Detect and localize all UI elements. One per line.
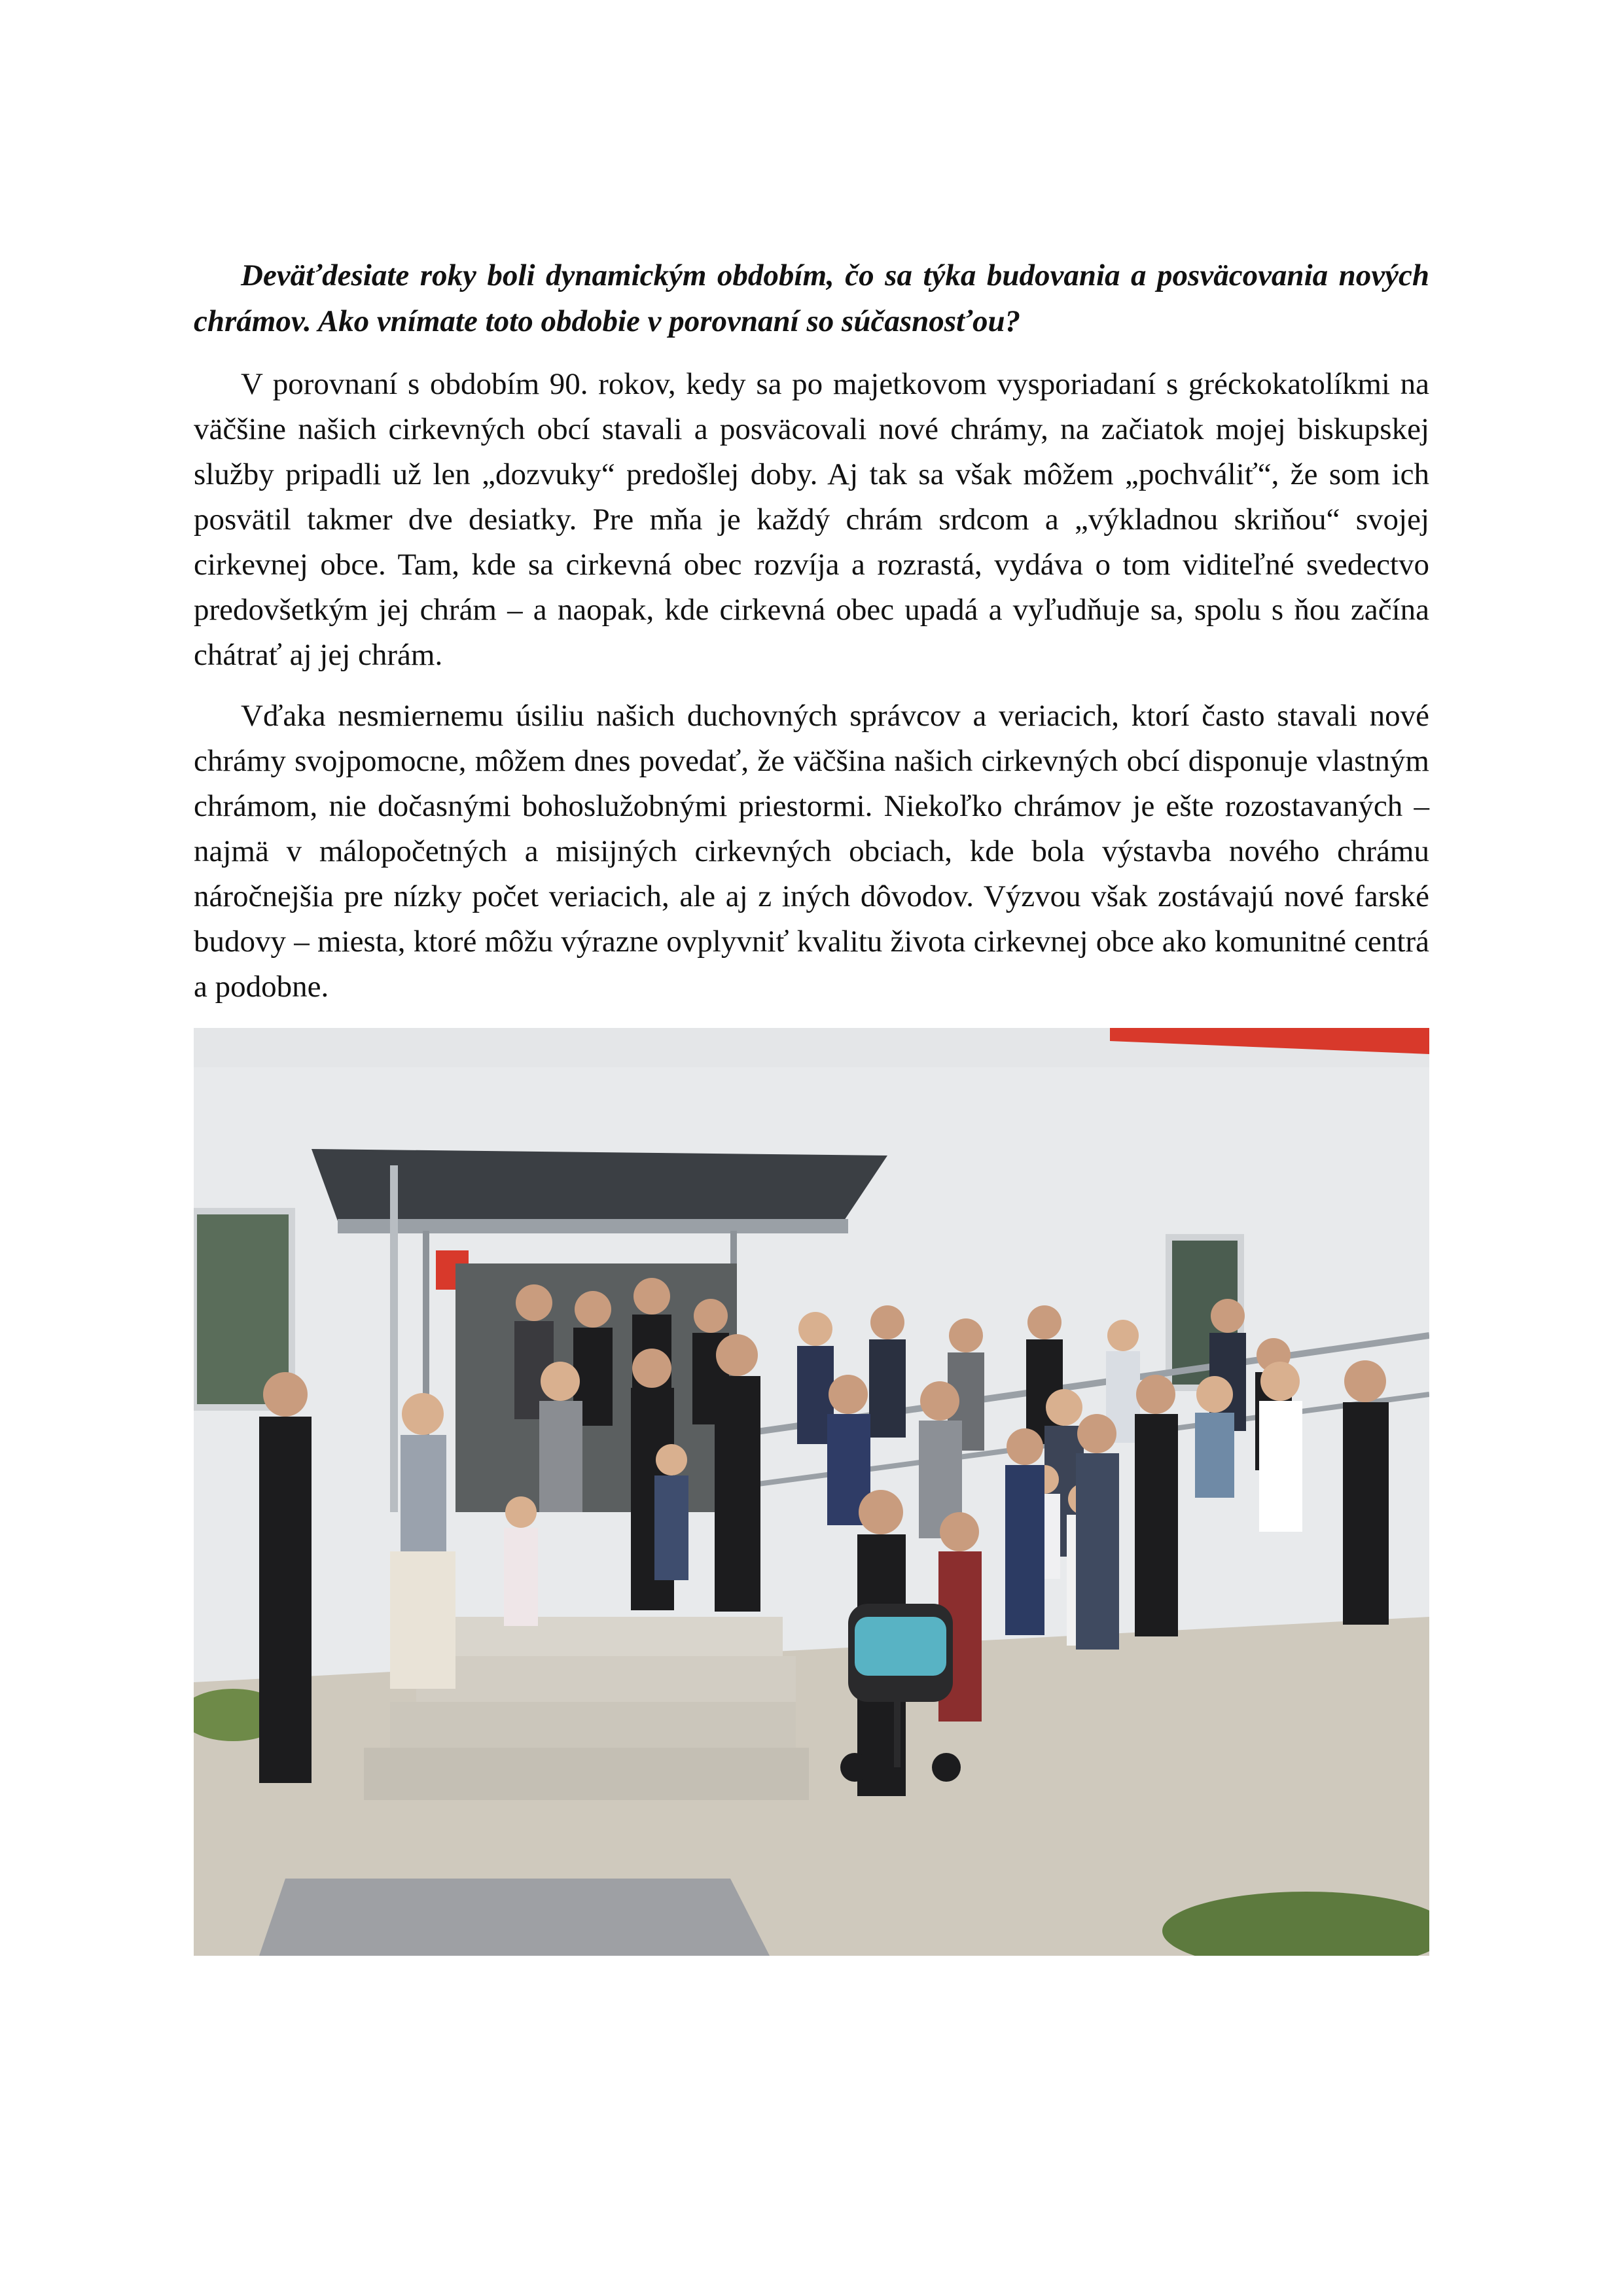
answer-paragraph-2: Vďaka nesmiernemu úsiliu našich duchovných správcov a veriacich, ktorí často stavali nové chrámy svojpomocne, môžem dnes povedať, že väčšina našich cirkevných obcí disponuje vlastným chrámom, nie dočasnými bohoslužobnými priestormi. Niekoľko chrámov je ešte rozostavaných – najmä v málopočetných a misijných cirkevných obciach, kde bola výstavba nového chrámu náročnejšia pre nízky počet veriacich, ale aj z iných dôvodov. Výzvou však zostávajú nové farské budovy – miesta, ktoré môžu výrazne ovplyvniť kvalitu života cirkevnej obce ako komunitné centrá a podobne. (194, 699, 1429, 1004)
group-photo (194, 1028, 1429, 1956)
group-photo-illustration (194, 1028, 1429, 1956)
interview-question: Deväťdesiate roky boli dynamickým obdobím, čo sa týka budovania a posväcovania nových chrámov. Ako vnímate toto obdobie v porovnaní so súčasnosťou? (194, 258, 1429, 338)
answer-paragraph-1: V porovnaní s obdobím 90. rokov, kedy sa po majetkovom vysporiadaní s gréckokatolíkmi na väčšine našich cirkevných obcí stavali a posväcovali nové chrámy, na začiatok mojej biskupskej služby pripadli už len „dozvuky“ predošlej doby. Aj tak sa však môžem „pochváliť“, že som ich posvätil takmer dve desiatky. Pre mňa je každý chrám srdcom a „výkladnou skriňou“ svojej cirkevnej obce. Tam, kde sa cirkevná obec rozvíja a rozrastá, vydáva o tom viditeľné svedectvo predovšetkým jej chrám – a naopak, kde cirkevná obec upadá a vyľudňuje sa, spolu s ňou začína chátrať aj jej chrám. (194, 367, 1429, 672)
